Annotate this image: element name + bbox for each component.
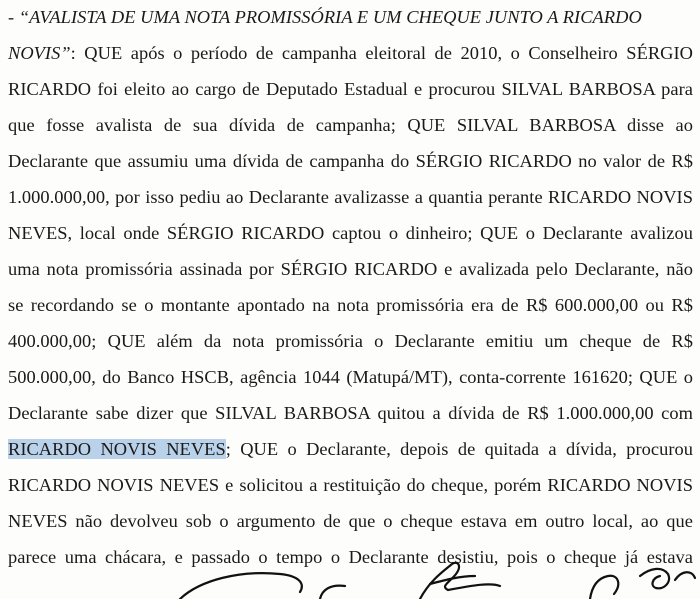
signature-stroke bbox=[180, 573, 302, 599]
signature-stroke bbox=[320, 586, 345, 599]
text-line-2 bbox=[8, 36, 693, 70]
text-segment: 1.000.000,00, por isso pediu ao Declarante avalizasse a quantia perante RICARDO NOVIS bbox=[8, 187, 693, 207]
text-segment: que fosse avalista de sua dívida de campanha; QUE SILVAL BARBOSA disse ao bbox=[8, 115, 693, 135]
text-line-10 bbox=[8, 324, 693, 358]
text-segment: se recordando se o montante apontado na nota promissória era de R$ 600.000,00 ou R$ bbox=[8, 295, 693, 315]
text-line-15 bbox=[8, 504, 693, 538]
section-heading: - “AVALISTA DE UMA NOTA PROMISSÓRIA E UM CHEQUE JUNTO A RICARDO bbox=[8, 7, 642, 27]
text-line-9 bbox=[8, 288, 693, 322]
text-segment: RICARDO NOVIS NEVES e solicitou a restituição do cheque, porém RICARDO NOVIS bbox=[8, 475, 693, 495]
text-line-13 bbox=[8, 432, 693, 466]
text-line-5 bbox=[8, 144, 693, 178]
text-segment: 400.000,00; QUE além da nota promissória o Declarante emitiu um cheque de R$ bbox=[8, 331, 693, 351]
text-segment: NEVES, local onde SÉRGIO RICARDO captou o dinheiro; QUE o Declarante avalizou bbox=[8, 223, 693, 243]
section-heading-end: NOVIS” bbox=[8, 43, 71, 63]
text-segment: Declarante sabe dizer que SILVAL BARBOSA quitou a dívida de R$ 1.000.000,00 com bbox=[8, 403, 693, 423]
text-segment: RICARDO foi eleito ao cargo de Deputado Estadual e procurou SILVAL BARBOSA para bbox=[8, 79, 693, 99]
text-segment: uma nota promissória assinada por SÉRGIO RICARDO e avalizada pelo Declarante, não bbox=[8, 259, 693, 279]
text-line-12 bbox=[8, 396, 693, 430]
text-segment: NEVES não devolveu sob o argumento de que o cheque estava em outro local, ao que bbox=[8, 511, 693, 531]
text-segment: parece uma chácara, e passado o tempo o Declarante desistiu, pois o cheque já estava bbox=[8, 547, 693, 567]
text-segment: 500.000,00, do Banco HSCB, agência 1044 (Matupá/MT), conta-corrente 161620; QUE o bbox=[8, 367, 693, 387]
text-segment: : QUE após o período de campanha eleitoral de 2010, o Conselheiro SÉRGIO bbox=[70, 43, 693, 63]
text-line-1 bbox=[8, 0, 693, 34]
text-segment: Declarante que assumiu uma dívida de campanha do SÉRGIO RICARDO no valor de R$ bbox=[8, 151, 693, 171]
text-line-4 bbox=[8, 108, 693, 142]
signature-stroke bbox=[675, 572, 695, 580]
signature-stroke bbox=[590, 576, 618, 599]
signature-stroke bbox=[420, 563, 500, 599]
handwritten-signatures bbox=[0, 540, 700, 599]
text-line-14 bbox=[8, 468, 693, 502]
text-segment: ; QUE o Declarante, depois de quitada a dívida, procurou bbox=[225, 439, 693, 459]
text-line-3 bbox=[8, 72, 693, 106]
signature-stroke bbox=[640, 569, 669, 588]
text-line-11 bbox=[8, 360, 693, 394]
text-line-8 bbox=[8, 252, 693, 286]
selected-text-highlight[interactable]: RICARDO NOVIS NEVES bbox=[8, 439, 226, 459]
text-line-7 bbox=[8, 216, 693, 250]
text-line-6 bbox=[8, 180, 693, 214]
